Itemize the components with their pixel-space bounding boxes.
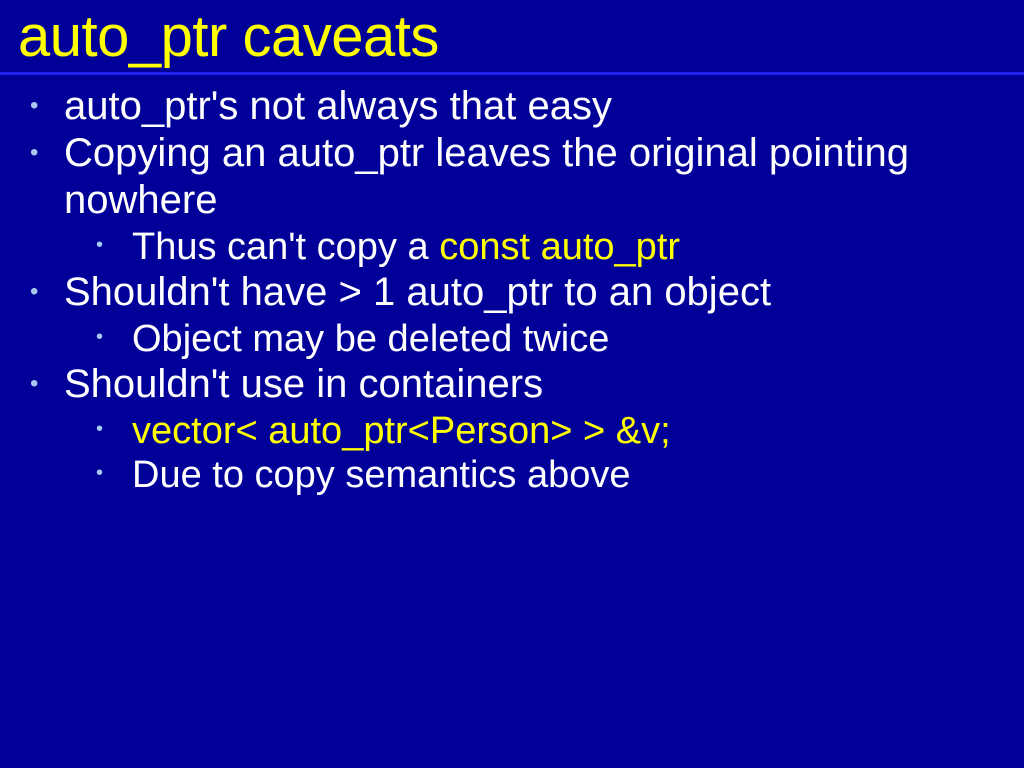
bullet-icon: • <box>96 233 104 256</box>
bullet-icon: • <box>96 417 104 440</box>
list-item-label: Copying an auto_ptr leaves the original pointing nowhere <box>64 131 910 223</box>
bullet-icon: • <box>30 278 39 306</box>
list-item <box>96 225 1014 270</box>
list-item <box>96 409 1014 454</box>
bullet-icon: • <box>30 139 39 167</box>
list-item-label: Object may be deleted twice <box>132 317 610 360</box>
bullet-icon: • <box>96 462 104 485</box>
list-item-label: Shouldn't use in containers <box>64 362 544 407</box>
bullet-list <box>18 83 1014 498</box>
list-item <box>96 317 1014 362</box>
list-item-text: Thus can't copy a <box>132 225 440 268</box>
page-title: auto_ptr caveats <box>18 4 439 69</box>
list-item-label <box>132 225 1014 270</box>
list-item <box>30 130 1014 224</box>
bullet-icon: • <box>96 325 104 348</box>
code-fragment: const auto_ptr <box>439 225 681 268</box>
list-item <box>30 361 1014 408</box>
list-item <box>96 453 1014 498</box>
list-item-label: Due to copy semantics above <box>132 454 631 497</box>
list-item-label: Shouldn't have > 1 auto_ptr to an object <box>64 270 772 315</box>
code-fragment: vector< auto_ptr<Person> > &v; <box>132 409 671 452</box>
slide-body <box>0 75 1024 498</box>
bullet-icon: • <box>30 92 39 119</box>
list-item <box>30 83 1014 130</box>
bullet-icon: • <box>30 370 39 398</box>
list-item <box>30 269 1014 316</box>
list-item-label: auto_ptr's not always that easy <box>64 84 612 128</box>
